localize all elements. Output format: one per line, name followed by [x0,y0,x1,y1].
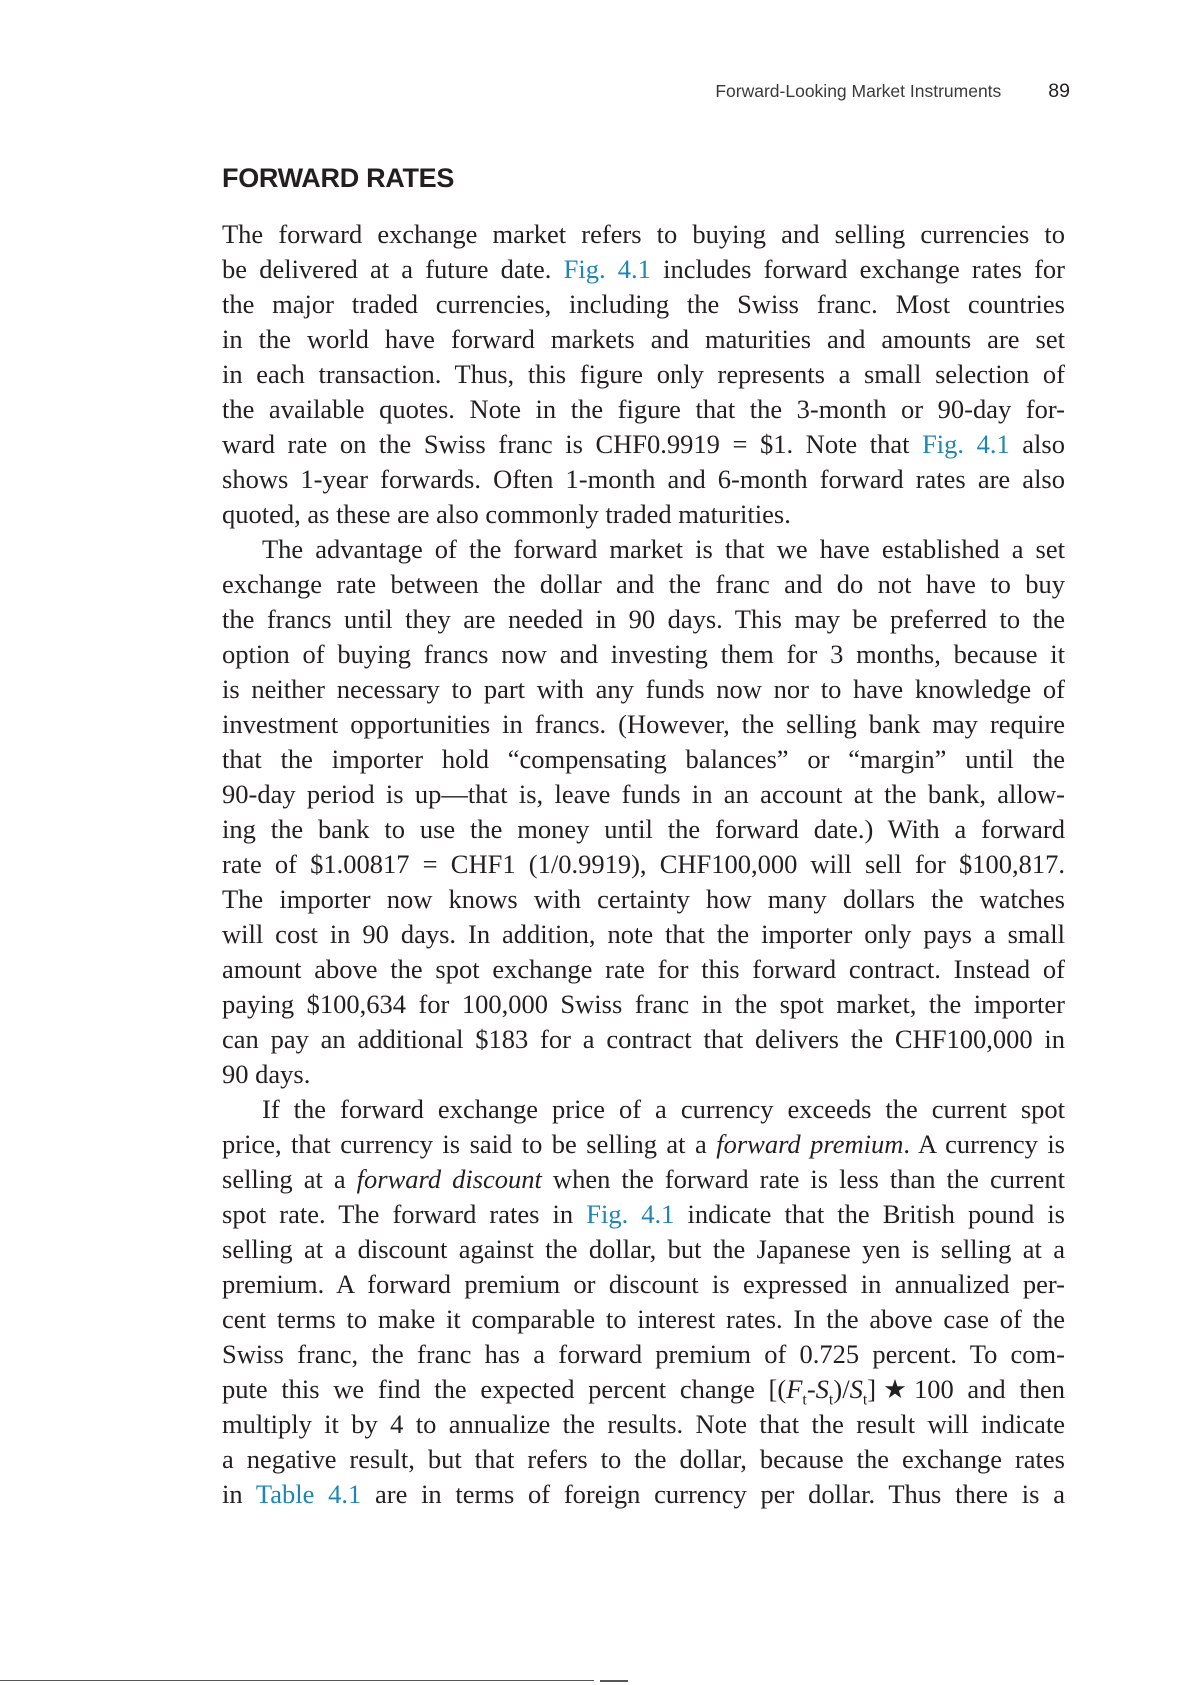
page-number: 89 [1048,80,1070,102]
text-run: rate of $1.00817 = CHF1 (1/0.9919), CHF100,000 will sell for $100,817. [222,849,1065,879]
italic-term: forward premium [716,1129,904,1159]
figure-reference-link[interactable]: Fig. 4.1 [922,429,1010,459]
text-run: )/ [833,1374,850,1404]
text-line [222,1197,1065,1232]
text-line [222,1057,1065,1092]
text-run: can pay an additional $183 for a contract that delivers the CHF100,000 in [222,1024,1065,1054]
text-run: multiply it by 4 to annualize the results. Note that the result will indicate [222,1409,1065,1439]
text-line [222,1337,1065,1372]
text-line [222,392,1065,427]
text-run: also [1009,429,1065,459]
subscript: t [802,1391,807,1409]
text-run: selling at a [222,1164,357,1194]
text-run: amount above the spot exchange rate for this forward contract. Instead of [222,954,1065,984]
text-line [222,567,1065,602]
text-line [222,742,1065,777]
text-line [222,777,1065,812]
text-run: ing the bank to use the money until the forward date.) With a forward [222,814,1065,844]
text-run: The forward exchange market refers to buying and selling currencies to [222,219,1065,249]
text-run: that the importer hold “compensating balances” or “margin” until the [222,744,1065,774]
section-title: FORWARD RATES [222,163,455,193]
figure-reference-link[interactable]: Fig. 4.1 [586,1199,675,1229]
running-head [715,80,1070,103]
running-title: Forward-Looking Market Instruments [715,81,1002,101]
text-run: - [806,1374,816,1404]
text-line [222,882,1065,917]
text-line [222,847,1065,882]
text-run: shows 1-year forwards. Often 1-month and 6-month forward rates are also [222,464,1065,494]
text-run: cent terms to make it comparable to interest rates. In the above case of the [222,1304,1065,1334]
text-line [222,1092,1065,1127]
text-run: exchange rate between the dollar and the franc and do not have to buy [222,569,1065,599]
text-line [222,1022,1065,1057]
text-line [222,532,1065,567]
text-run: If the forward exchange price of a currency exceeds the current spot [262,1094,1065,1124]
text-line [222,952,1065,987]
text-line [222,1127,1065,1162]
text-run: 90 days. [222,1059,311,1089]
italic-term: forward discount [356,1164,542,1194]
subscript: t [862,1391,868,1409]
text-line [222,637,1065,672]
text-line [222,602,1065,637]
text-run: are in terms of foreign currency per dollar. Thus there is a [361,1479,1065,1509]
italic-term: S [849,1374,863,1404]
text-run: in [222,1479,256,1509]
text-run: will cost in 90 days. In addition, note that the importer only pays a small [222,919,1065,949]
text-line [222,1162,1065,1197]
text-run: when the forward rate is less than the current [541,1164,1065,1194]
text-run: pute this we find the expected percent change [( [222,1374,787,1404]
italic-term: S [815,1374,829,1404]
text-line [222,497,1065,532]
subscript: t [828,1391,834,1409]
text-run: indicate that the British pound is [674,1199,1065,1229]
bottom-rule [0,1680,594,1681]
text-line [222,1372,1065,1407]
bottom-rule-mark [600,1680,628,1682]
figure-reference-link[interactable]: Table 4.1 [255,1479,362,1509]
text-run: option of buying francs now and investing them for 3 months, because it [222,639,1065,669]
text-run: spot rate. The forward rates in [222,1199,587,1229]
text-line [222,427,1065,462]
text-line [222,1232,1065,1267]
italic-term: F [786,1374,803,1404]
text-run: selling at a discount against the dollar, but the Japanese yen is selling at a [222,1234,1065,1264]
text-run: the francs until they are needed in 90 days. This may be preferred to the [222,604,1065,634]
text-run: 90-day period is up—that is, leave funds in an account at the bank, allow- [222,779,1065,809]
text-line [222,1267,1065,1302]
text-run: the major traded currencies, including the Swiss franc. Most countries [222,289,1065,319]
text-run: The advantage of the forward market is that we have established a set [262,534,1065,564]
text-run: the available quotes. Note in the figure that the 3-month or 90-day for- [222,394,1065,424]
text-line [222,917,1065,952]
figure-reference-link[interactable]: Fig. 4.1 [563,254,651,284]
text-line [222,812,1065,847]
text-run: price, that currency is said to be selling at a [222,1129,717,1159]
text-line [222,1407,1065,1442]
text-line [222,707,1065,742]
text-line [222,462,1065,497]
text-run: is neither necessary to part with any funds now nor to have knowledge of [222,674,1065,704]
text-line [222,322,1065,357]
text-line [222,1442,1065,1477]
text-run: be delivered at a future date. [222,254,564,284]
body-text [222,217,1065,1512]
text-run: investment opportunities in francs. (However, the selling bank may require [222,709,1065,739]
text-line [222,987,1065,1022]
text-run: ]★100 and then [867,1374,1065,1404]
text-line [222,672,1065,707]
text-line [222,1477,1065,1512]
text-line [222,217,1065,252]
text-run: includes forward exchange rates for [650,254,1065,284]
text-run: quoted, as these are also commonly traded maturities. [222,499,791,529]
text-line [222,252,1065,287]
text-run: paying $100,634 for 100,000 Swiss franc in the spot market, the importer [222,989,1065,1019]
text-run: . A currency is [903,1129,1065,1159]
text-run: in each transaction. Thus, this figure only represents a small selection of [222,359,1065,389]
text-line [222,287,1065,322]
text-run: ward rate on the Swiss franc is CHF0.9919 = $1. Note that [222,429,923,459]
text-run: premium. A forward premium or discount is expressed in annualized per- [222,1269,1065,1299]
text-run: a negative result, but that refers to the dollar, because the exchange rates [222,1444,1065,1474]
text-run: Swiss franc, the franc has a forward premium of 0.725 percent. To com- [222,1339,1065,1369]
text-run: The importer now knows with certainty how many dollars the watches [222,884,1065,914]
text-line [222,357,1065,392]
text-run: in the world have forward markets and maturities and amounts are set [222,324,1065,354]
text-line [222,1302,1065,1337]
